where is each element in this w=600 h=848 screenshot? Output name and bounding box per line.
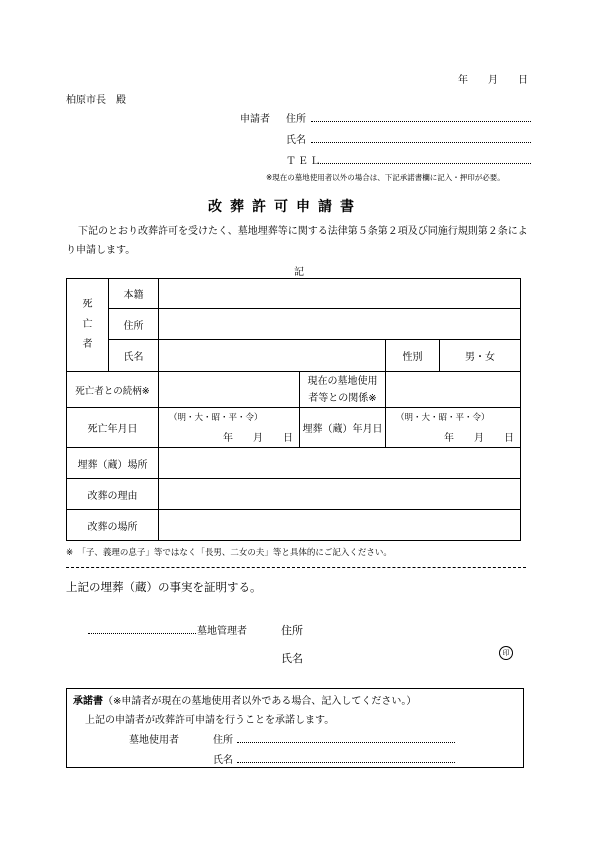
applicant-name-field[interactable] [311,142,531,143]
deceased-address-field[interactable] [159,309,521,340]
burial-place-field[interactable] [159,448,521,479]
applicant-tel-label: ＴＥＬ [286,156,322,167]
applicant-label: 申請者 [240,114,270,125]
current-user-relation-field[interactable] [386,372,521,408]
relation-field[interactable] [159,372,300,408]
current-user-relation-label: 現在の墓地使用者等との関係※ [300,372,386,408]
death-date-label: 死亡年月日 [67,408,159,448]
applicant-address-field[interactable] [311,121,531,122]
ki-label: 記 [294,267,304,278]
consent-address-field[interactable] [237,742,455,743]
deceased-name-field[interactable] [159,340,386,372]
addressee: 柏原市長 殿 [66,95,126,106]
manager-address-label: 住所 [281,624,303,637]
consent-name-field[interactable] [237,762,455,763]
page-title: 改葬許可申請書 [208,199,362,215]
consent-heading-line [73,692,416,707]
deceased-label: 死 亡 者 [67,279,109,372]
burial-date-label: 埋葬（蔵）年月日 [300,408,386,448]
honseki-label: 本籍 [109,279,159,309]
applicant-address-label: 住所 [286,114,306,125]
manager-label: 墓地管理者 [197,626,247,637]
gender-label: 性別 [386,340,440,372]
consent-text: 上記の申請者が改葬許可申請を行うことを承諾します。 [85,715,335,726]
death-date-field[interactable]: （明・大・昭・平・令） 年 月 日 [159,408,300,448]
burial-place-label: 埋葬（蔵）場所 [67,448,159,479]
deceased-name-label: 氏名 [109,340,159,372]
reason-field[interactable] [159,479,521,510]
manager-field[interactable] [88,633,196,634]
consent-heading: 承諾書 [73,696,103,707]
certify-statement: 上記の埋葬（蔵）の事実を証明する。 [66,580,262,594]
consent-address-label: 住所 [213,735,233,746]
table-note: ※ 「子、義理の息子」等ではなく「長男、二女の夫」等と具体的にご記入ください。 [66,548,392,558]
date-line: 年 月 日 [458,75,528,86]
applicant-note: ※現在の墓地使用者以外の場合は、下記承諾書欄に記入・押印が必要。 [266,173,505,182]
reason-label: 改葬の理由 [67,479,159,510]
destination-label: 改葬の場所 [67,510,159,541]
body-text: 下記のとおり改葬許可を受けたく、墓地埋葬等に関する法律第５条第２項及び同施行規則第２条により申請します。 [66,226,528,256]
destination-field[interactable] [159,510,521,541]
relation-label: 死亡者との続柄※ [67,372,159,408]
consent-name-label: 氏名 [213,755,233,766]
honseki-field[interactable] [159,279,521,309]
cut-line [66,567,526,568]
consent-user-label: 墓地使用者 [129,735,179,746]
deceased-address-label: 住所 [109,309,159,340]
manager-name-label: 氏名 [281,652,303,665]
gender-options[interactable]: 男・女 [440,340,521,372]
burial-date-field[interactable]: （明・大・昭・平・令） 年 月 日 [386,408,521,448]
seal-icon: 印 [499,646,513,660]
applicant-name-label: 氏名 [286,135,306,146]
applicant-tel-field[interactable] [318,163,531,164]
application-table [66,278,521,541]
consent-box [66,688,524,768]
consent-heading-note: （※申請者が現在の墓地使用者以外である場合、記入してください。） [103,696,417,707]
